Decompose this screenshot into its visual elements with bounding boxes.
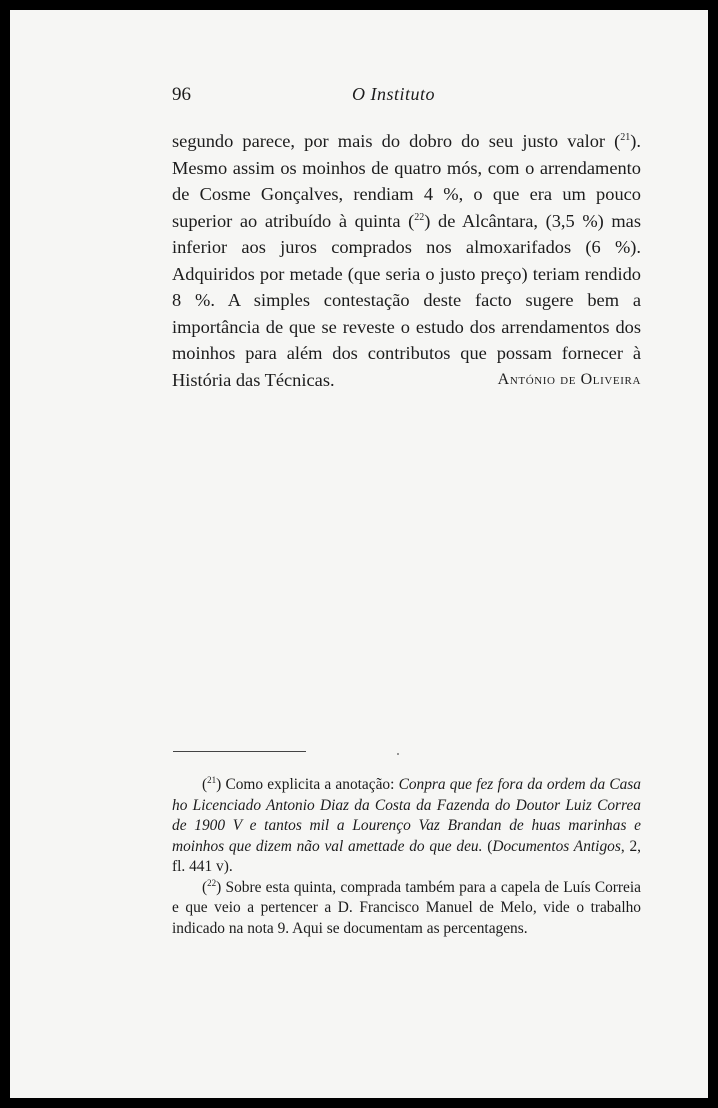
body-text-part-1: segundo parece, por mais do dobro do seu justo valor ( xyxy=(172,131,621,151)
body-text-part-2: ). Mesmo assim os moinhos de quatro mós, com o arrendamento de Cosme Gonçalves, rendiam 4 %, o que era um pouco superior ao atribuído à quinta ( xyxy=(172,131,641,231)
footnote-source-rest: , 2, fl. 441 v). xyxy=(172,837,641,875)
running-title: O Instituto xyxy=(352,84,436,104)
footnote-divider xyxy=(173,751,306,752)
footnote-intro: Como explicita a anotação: xyxy=(225,776,399,793)
author-signature: António de Oliveira xyxy=(497,371,641,388)
footnote-ref-22: 22 xyxy=(414,211,425,223)
page-header xyxy=(172,84,468,110)
footnote-text: Sobre esta quinta, comprada também para a capela de Luís Correia e que veio a pertencer a D. Francisco Manuel de Melo, vide o trabalho indicado na nota 9. Aqui se documentam as percentagens. xyxy=(172,878,641,937)
body-paragraph xyxy=(172,128,641,393)
footnote-close-paren: ) xyxy=(216,878,226,896)
book-page xyxy=(10,10,708,1098)
page-number: 96 xyxy=(172,84,191,105)
body-text-part-3: ) de Alcântara, (3,5 %) mas inferior aos juros comprados nos almoxarifados (6 %). Adquiridos por metade (que seria o justo preço) teriam rendido 8 %. A simples contestação deste facto sugere bem a importância de que se reveste o estudo dos arrendamentos dos moinhos para além dos contributos que possam fornecer à História das Técnicas. xyxy=(172,210,641,390)
footnote-source-title: Documentos Antigos xyxy=(492,837,621,855)
footnote-mark: 21 xyxy=(207,775,217,785)
footnotes xyxy=(172,775,641,939)
footnote-quote: Conpra que fez fora da ordem da Casa ho Licenciado Antonio Diaz da Costa da Fazenda do Doutor Luiz Correa de 1900 V e tantos mil a Lourenço Vaz Brandan de huas marinhas e moinhos que dizem não val amettade do que deu. xyxy=(172,776,641,855)
footnote-21 xyxy=(172,775,641,878)
footnote-ref-21: 21 xyxy=(620,132,631,143)
footnote-open-paren: ( xyxy=(202,776,208,793)
footnote-close-paren: ) xyxy=(216,776,226,793)
paragraph xyxy=(172,128,641,393)
footnote-22 xyxy=(172,878,641,940)
footnote-mark: 22 xyxy=(207,877,217,888)
footnote-open-paren: ( xyxy=(202,878,208,896)
footnote-source-open: ( xyxy=(482,837,493,855)
print-speck xyxy=(397,753,399,755)
